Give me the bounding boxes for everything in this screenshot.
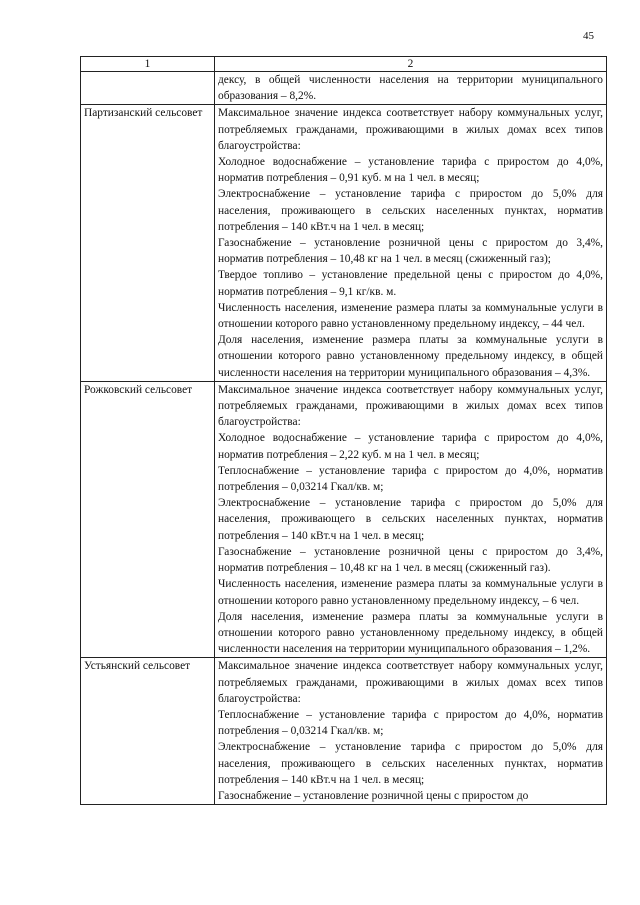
table-row [81, 72, 607, 105]
page-number: 45 [583, 30, 594, 42]
row-content-cell [215, 658, 607, 805]
paragraph: Теплоснабжение – установление тарифа с приростом до 4,0%, норматив потребления – 0,03214 Гкал/кв. м; [218, 708, 603, 738]
continuation-text: дексу, в общей численности населения на территории муниципального образования – 8,2%. [218, 74, 603, 103]
municipality-name: Устьянский сельсовет [81, 658, 215, 805]
row-name-cell [81, 72, 215, 105]
paragraph: Максимальное значение индекса соответствует набору коммунальных услуг, потребляемых гражданами, проживающими в жилых домах всех типов благоустройства: [218, 660, 603, 705]
paragraph: Электроснабжение – установление тарифа с приростом до 5,0% для населения, проживающего в сельских населенных пунктах, норматив потребления – 140 кВт.ч на 1 чел. в месяц; [218, 188, 603, 233]
paragraph: Численность населения, изменение размера платы за коммунальные услуги в отношении которого равно установленному предельному индексу, – 44 чел. [218, 301, 603, 331]
paragraph: Газоснабжение – установление розничной цены с приростом до 3,4%, норматив потребления – 10,48 кг на 1 чел. в месяц (сжиженный газ); [218, 237, 603, 266]
row-content-cell [215, 72, 607, 105]
row-content-cell [215, 381, 607, 657]
paragraph: Электроснабжение – установление тарифа с приростом до 5,0% для населения, проживающего в сельских населенных пунктах, норматив потребления – 140 кВт.ч на 1 чел. в месяц; [218, 497, 603, 542]
municipality-name: Рожковский сельсовет [81, 381, 215, 657]
paragraph: Теплоснабжение – установление тарифа с приростом до 4,0%, норматив потребления – 0,03214 Гкал/кв. м; [218, 464, 603, 494]
table-row [81, 105, 607, 381]
document-table [80, 56, 607, 805]
row-content-cell [215, 105, 607, 381]
paragraph: Доля населения, изменение размера платы за коммунальные услуги в отношении которого равно установленному предельному индексу, в общей численности населения на территории муниципального образования – 4,3%. [218, 334, 603, 379]
municipality-name: Партизанский сельсовет [81, 105, 215, 381]
paragraph: Максимальное значение индекса соответствует набору коммунальных услуг, потребляемых гражданами, проживающими в жилых домах всех типов благоустройства: [218, 107, 603, 152]
paragraph: Газоснабжение – установление розничной цены с приростом до 3,4%, норматив потребления – 10,48 кг на 1 чел. в месяц (сжиженный газ). [218, 545, 603, 575]
paragraph: Газоснабжение – установление розничной цены с приростом до [218, 789, 529, 802]
column-number-1: 1 [81, 57, 215, 72]
paragraph: Электроснабжение – установление тарифа с приростом до 5,0% для населения, проживающего в сельских населенных пунктах, норматив потребления – 140 кВт.ч на 1 чел. в месяц; [218, 741, 603, 786]
paragraph: Твердое топливо – установление предельной цены с приростом до 4,0%, норматив потребления – 9,1 кг/кв. м. [218, 269, 603, 298]
paragraph: Численность населения, изменение размера платы за коммунальные услуги в отношении которого равно установленному предельному индексу, – 6 чел. [218, 578, 603, 607]
table-row [81, 658, 607, 805]
column-number-2: 2 [215, 57, 607, 72]
paragraph: Холодное водоснабжение – установление тарифа с приростом до 4,0%, норматив потребления – 2,22 куб. м на 1 чел. в месяц; [218, 432, 603, 461]
paragraph: Максимальное значение индекса соответствует набору коммунальных услуг, потребляемых гражданами, проживающими в жилых домах всех типов благоустройства: [218, 383, 603, 429]
paragraph: Холодное водоснабжение – установление тарифа с приростом до 4,0%, норматив потребления – 0,91 куб. м на 1 чел. в месяц; [218, 156, 603, 185]
paragraph: Доля населения, изменение размера платы за коммунальные услуги в отношении которого равно установленному предельному индексу, в общей численности населения на территории муниципального образования – 1,2%. [218, 610, 603, 656]
table-header-row [81, 57, 607, 72]
table-row [81, 381, 607, 657]
